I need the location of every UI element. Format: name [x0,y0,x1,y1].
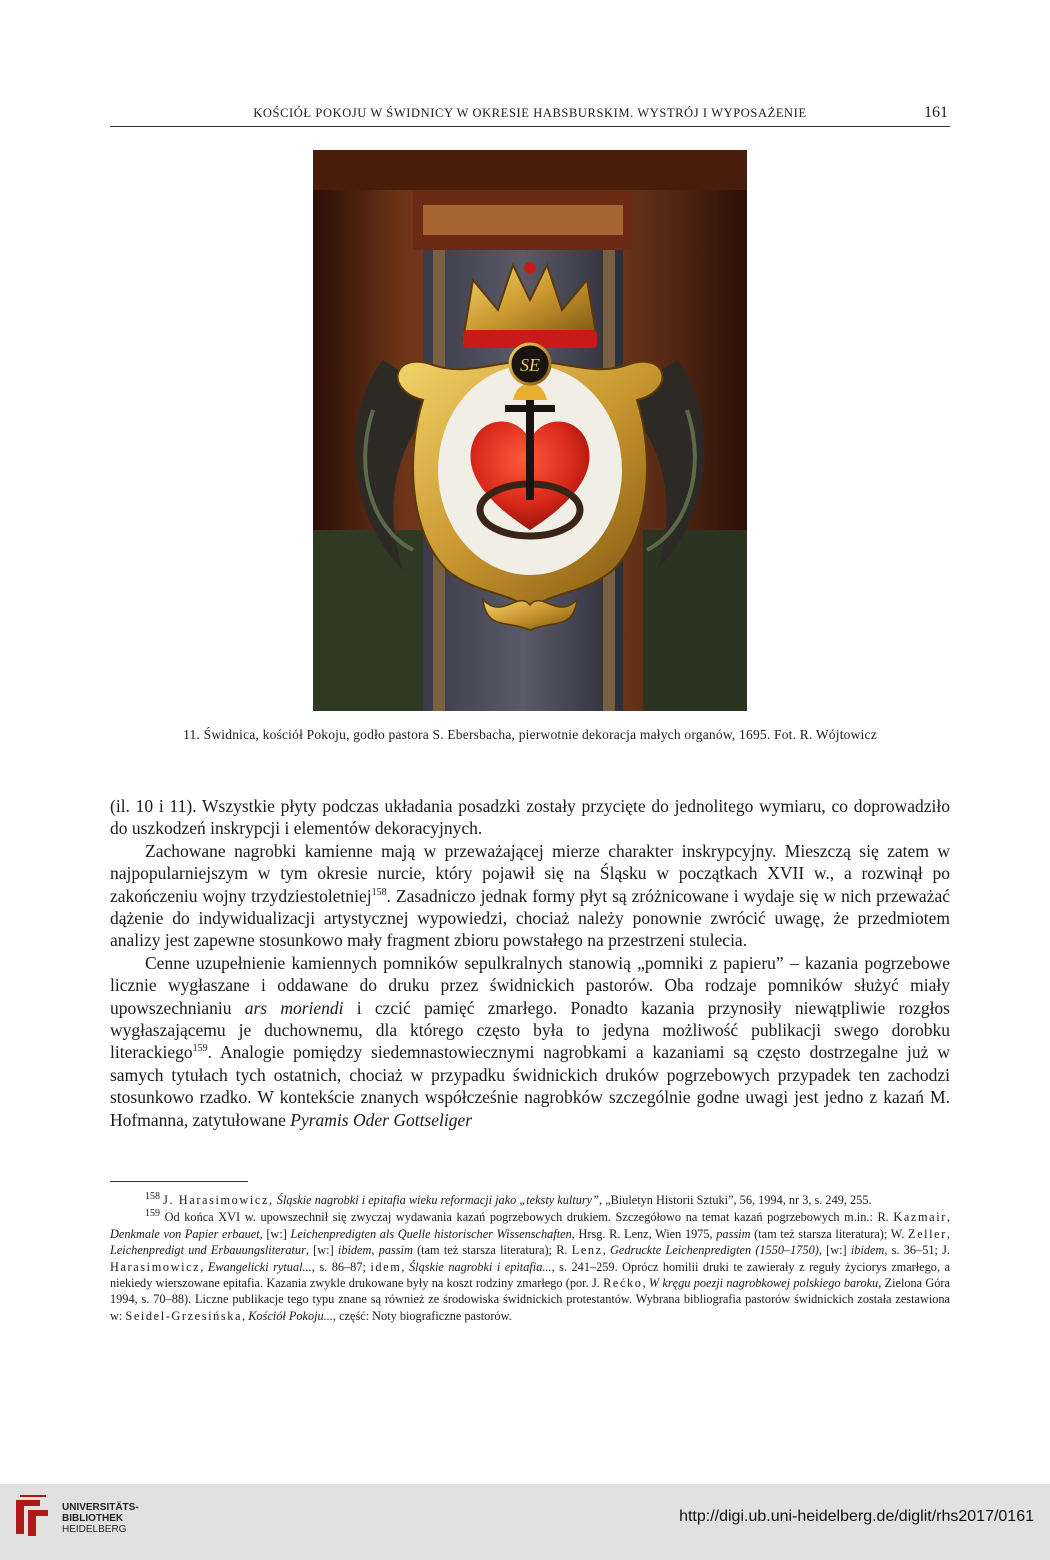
footnote-ref-159[interactable]: 159 [192,1043,208,1055]
coat-of-arms-image [313,150,747,711]
library-logo-icon [10,1494,54,1540]
footnote-158: $^{158}$ J. Harasimowicz, Śląskie nagrobki i epitafia wieku reformacji jako „teksty kultury”, „Biuletyn Historii Sztuki”, 56, 1994, nr 3, s. 249, 255. [145,1190,872,1207]
source-url-link[interactable]: http://digi.ub.uni-heidelberg.de/diglit/rhs2017/0161 [679,1508,1034,1525]
paragraph-3: Cenne uzupełnienie kamiennych pomników sepulkralnych stanowią „pomniki z papieru” – kazania pogrzebowe licznie wygłaszane i oddawane do druku przez świdnickich pastorów. Oba rodzaje pomników służyć miały upowszechnianiu ars moriendi i czcić pamięć zmarłego. Ponadto kazania przynosiły niewątpliwie rozgłos wygłaszającemu je duchownemu, dla którego często była to jedyna możliwość publikacji swego dorobku literackiego$^{159}$. Analogie pomiędzy siedemnastowiecznymi nagrobkami a kazaniami są często dostrzegalne już w samych tytułach tych ostatnich, chociaż w przypadku świdnickich druków pogrzebowych przypadek ten zachodzi stosunkowo rzadko. W kontekście znanych współcześnie nagrobków szczególnie godne uwagi jest jedno z kazań M. Hofmanna, zatytułowane Pyramis Oder Gottseliger [110,952,950,1130]
footnote-ref-158[interactable]: 158 [371,886,387,898]
page-number: 161 [924,104,948,121]
paragraph-2: Zachowane nagrobki kamienne mają w przeważającej mierze charakter inskrypcyjny. Mieszczą się zatem w najpopularniejszym w tym okresie nurcie, który pojawił się na Śląsku w początkach XVII w., a rozwinął po zakończeniu wojny trzydziestoletniej$^{158}$. Zasadniczo jednak formy płyt są zróżnicowane i wydaje się w nich przeważać dążenie do indywidualizacji artystycznej wypowiedzi, chociaż należy ponownie zwrócić uwagę, że przedmiotem analizy jest zapewne stosunkowo mały fragment zbioru powstałego na przestrzeni stulecia. [110,840,950,951]
running-title: KOŚCIÓŁ POKOJU W ŚWIDNICY W OKRESIE HABSBURSKIM. WYSTRÓJ I WYPOSAŻENIE [253,106,807,120]
footnotes [110,1192,950,1325]
figure-caption: 11. Świdnica, kościół Pokoju, godło pastora S. Ebersbacha, pierwotnie dekoracja małych organów, 1695. Fot. R. Wójtowicz [183,727,877,742]
figure-photo [313,150,747,711]
monogram: SE [520,355,540,375]
paragraph-1: (il. 10 i 11). Wszystkie płyty podczas układania posadzki zostały przycięte do jednolitego wymiaru, co doprowadziło do uszkodzeń inskrypcji i elementów dekoracyjnych. [110,796,950,839]
footnote-159: $^{159}$ Od końca XVI w. upowszechnił się zwyczaj wydawania kazań pogrzebowych drukiem. Szczegółowo na temat kazań pogrzebowych m.in.: R. Kazmair, Denkmale von Papier erbauet, [w:] Leichenpredigten als Quelle historischer Wissenschaften, Hrsg. R. Lenz, Wien 1975, passim (tam też starsza literatura); W. Zeller, Leichenpredigt und Erbauungsliteratur, [w:] ibidem, passim (tam też starsza literatura); R. Lenz, Gedruckte Leichenpredigten (1550–1750), [w:] ibidem, s. 36–51; J. Harasimowicz, Ewangelicki rytual..., s. 86–87; idem, Śląskie nagrobki i epitafia..., s. 241–259. Oprócz homilii druki te zawierały z reguły życiorys zmarłego, a niekiedy wierszowane epitafia. Kazania zwykle drukowane były na koszt rodziny zmarłego (por. J. Rećko, W kręgu poezji nagrobkowej polskiego baroku, Zielona Góra 1994, s. 70–88). Liczne publikacje tego typu znane są również ze środowiska świdnickich protestantów. Wybrana bibliografia pastorów świdnickich została zestawiona w: Seidel-Grzesińska, Kościół Pokoju..., część: Noty biograficzne pastorów. [110,1208,951,1323]
library-name: UNIVERSITÄTS- BIBLIOTHEK HEIDELBERG [62,1502,139,1535]
library-footer [0,1484,1050,1560]
running-header [110,104,950,127]
main-text [110,795,950,1131]
footnote-divider [110,1181,248,1182]
